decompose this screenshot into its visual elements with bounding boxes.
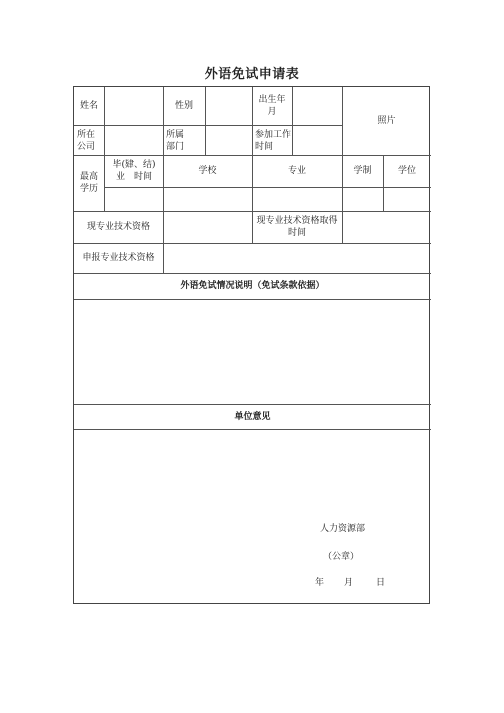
official-seal-label: （公章） (323, 552, 360, 562)
major-label: 专业 (287, 166, 306, 176)
birth-field[interactable] (293, 87, 342, 125)
unit-opinion-heading: 单位意见 (234, 411, 271, 422)
duration-field[interactable] (343, 188, 383, 211)
current-qualification-time-label: 现专业技术资格取得时间 (256, 216, 338, 238)
name-field[interactable] (105, 87, 163, 125)
major-field[interactable] (253, 188, 342, 211)
photo-label: 照片 (377, 116, 396, 126)
school-label: 学校 (198, 166, 217, 176)
duration-label: 学制 (353, 166, 372, 176)
exemption-textarea[interactable] (74, 300, 431, 404)
dept-field[interactable] (206, 126, 252, 155)
apply-qualification-field[interactable] (164, 244, 431, 273)
grad-time-label: 毕(肄、结)业 时间 (112, 160, 156, 182)
dept-label: 所属部门 (166, 130, 185, 152)
photo-box[interactable] (342, 87, 431, 155)
hr-department: 人力资源部 (320, 524, 366, 534)
exemption-heading: 外语免试情况说明（免试条款依据） (180, 281, 325, 291)
date-month: 月 (344, 578, 354, 588)
work-start-label: 参加工作时间 (255, 130, 292, 152)
application-form-table (73, 86, 430, 604)
education-label: 最高学历 (79, 172, 98, 194)
school-field[interactable] (164, 188, 252, 211)
degree-field[interactable] (384, 188, 431, 211)
current-qualification-time-field[interactable] (343, 212, 431, 243)
birth-label: 出生年月 (258, 95, 286, 117)
company-label: 所在公司 (77, 130, 96, 152)
company-field[interactable] (105, 126, 163, 155)
current-qualification-label: 现专业技术资格 (86, 222, 150, 232)
date-day: 日 (376, 578, 386, 588)
gender-field[interactable] (206, 87, 252, 125)
gender-label: 性别 (174, 101, 193, 111)
form-title: 外语免试申请表 (204, 67, 300, 82)
apply-qualification-label: 申报专业技术资格 (82, 253, 155, 263)
date-year: 年 (315, 578, 325, 588)
degree-label: 学位 (397, 166, 416, 176)
current-qualification-field[interactable] (164, 212, 252, 243)
work-start-field[interactable] (293, 126, 342, 155)
grad-time-field[interactable] (105, 188, 163, 211)
name-label: 姓名 (79, 101, 98, 111)
